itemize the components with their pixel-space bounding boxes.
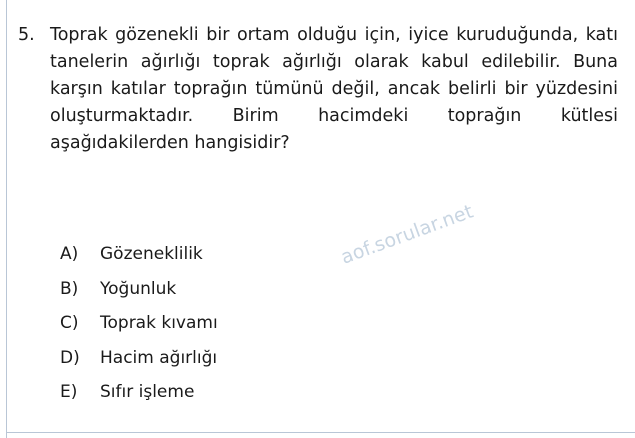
option-e-letter: E) bbox=[60, 382, 78, 402]
option-b[interactable] bbox=[60, 278, 600, 300]
option-b-letter: B) bbox=[60, 278, 79, 299]
option-a-text: Gözeneklilik bbox=[100, 244, 203, 264]
options-list bbox=[60, 243, 600, 416]
option-e-text: Sıfır işleme bbox=[100, 382, 195, 402]
option-e[interactable] bbox=[60, 381, 600, 403]
option-c-text: Toprak kıvamı bbox=[100, 313, 218, 333]
watermark-diagonal: aof.sorular.net bbox=[338, 200, 477, 269]
option-a[interactable] bbox=[60, 243, 600, 265]
bottom-border-rule bbox=[6, 432, 635, 433]
option-d-letter: D) bbox=[60, 347, 80, 368]
option-b-text: Yoğunluk bbox=[100, 278, 177, 299]
question-text: Toprak gözenekli bir ortam olduğu için, iyice kuruduğunda, katı tanelerin ağırlığı toprak ağırlığı olarak kabul edilebilir. Buna karşın katılar toprağın tümünü değil, ancak belirli bir yüzdesini oluşturmaktadır. Birim hacimdeki toprağın kütlesi aşağıdakilerden hangisidir? bbox=[50, 25, 618, 153]
option-d[interactable] bbox=[60, 347, 600, 369]
question-number: 5. bbox=[18, 25, 35, 45]
option-d-text: Hacim ağırlığı bbox=[100, 347, 218, 368]
option-a-letter: A) bbox=[60, 244, 79, 264]
option-c-letter: C) bbox=[60, 313, 79, 333]
left-border-rule bbox=[6, 0, 7, 438]
question-block bbox=[18, 22, 618, 157]
option-c[interactable] bbox=[60, 312, 600, 334]
